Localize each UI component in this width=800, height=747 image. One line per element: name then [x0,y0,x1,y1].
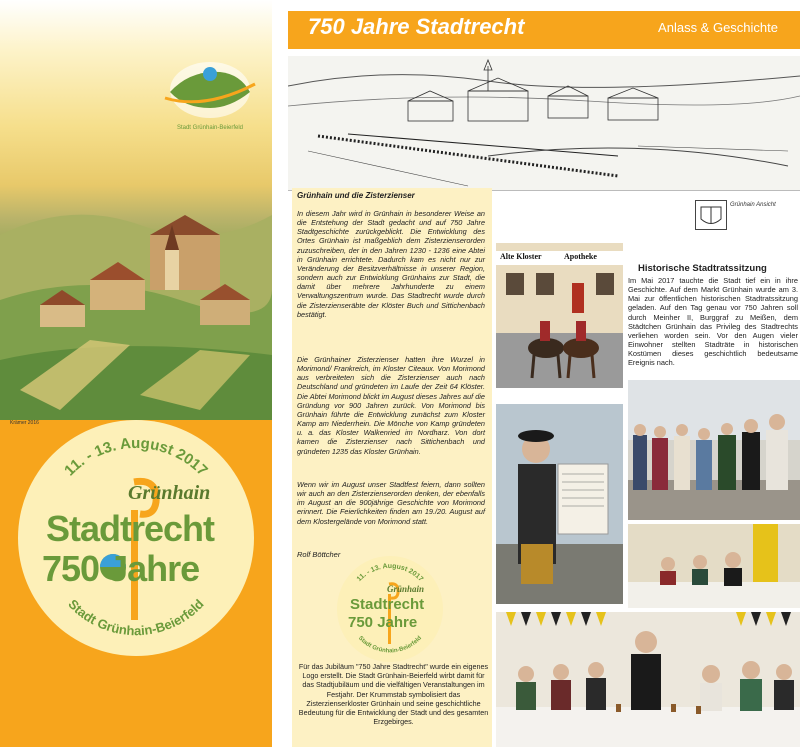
article-paragraph-3: Wenn wir im August unser Stadtfest feiern, dann sollten wir auch an den Zisterzienserorden denken, der ebenfalls im August an die 900jährige Geschichte von Morimond erinnert. Die Feierlichkeiten finden am 19./20. August auf dem Klostergelände von Morimond statt. [297,480,485,526]
shop-sign-left: Alte Kloster [500,252,542,261]
historic-sketch [288,56,800,191]
page-title: 750 Jahre Stadtrecht [308,14,525,39]
speaker-photo-icon [496,404,623,604]
small-jubilee-logo [337,556,443,662]
small-logo-bottom: Stadt Grünhain-Beierfeld [356,635,424,655]
cover-painting [0,0,272,426]
jubilee-logo [18,420,254,656]
crowd-photo-icon [628,380,800,520]
riders-photo-icon [496,243,623,388]
small-logo-line1: Stadtrecht [350,596,425,613]
logo-line2: 750 Jahre [42,548,200,589]
sidebar-text: Im Mai 2017 tauchte die Stadt tief ein in ihre Geschichte. Auf dem Markt Grünhain wurde am 3. Mai zur öffentlichen historischen Stadtratssitzung geladen. Auf den Tag genau vor 750 Jahren soll durch Meinher II, Burggraf zu Meißen, dem Städtchen Grünhain das Privileg des Stadtrechts verliehen worden sein. Vor den Augen vieler Einwohner stellten Stadträte in historischen Kostümen dieses geschichtlich bedeutsame Ereignis nach. [628,276,798,368]
photo-costumed-crowd [628,380,800,520]
article-title: Grünhain und die Zisterzienser [297,191,415,200]
small-logo-dates: 11. - 13. August 2017 [355,562,425,584]
hill-emblem-icon [160,60,260,120]
town-sketch-icon [288,56,800,190]
logo-description: Für das Jubiläum "750 Jahre Stadtrecht" wurde ein eigenes Logo erstellt. Die Stadt Grünhain-Beierfeld wirbt damit für das Stadtjubiläum und die vielfältigen Veranstaltungen im Festjahr. Der Krummstab symbolisiert das Zisterzienserkloster Grünhain und seine geschichtliche Bedeutung für die Entwicklung der Stadt und des gesamten Erzgebirges. [298,662,489,727]
logo-line1: Stadtrecht [46,508,215,549]
logo-dates: 11. - 13. August 2017 [61,434,211,480]
emblem-caption: Stadt Grünhain-Beierfeld [176,125,244,131]
city-emblem [160,60,260,132]
photo-council-session [496,612,800,747]
council-photo-icon [628,524,800,608]
article-author: Rolf Böttcher [297,550,341,559]
logo-bottom-text: Stadt Grünhain-Beierfeld [65,596,207,639]
small-logo-line2: 750 Jahre [348,614,418,631]
painting-credit: Krämer 2016 [10,420,39,426]
article-paragraph-1: In diesem Jahr wird in Grünhain in besonderer Weise an die Entstehung der Stadt gedacht und auf 750 Jahre Stadtgeschichte zurückgeblickt. Die Entwicklung des Ortes Grünhain ist maßgeblich dem Zisterzienserorden zuzuschreiben, der in den Jahren 1230 - 1236 eine Abtei in Grünhain errichtete. Dadurch kam es nicht nur zur Veränderung der Besitzverhältnisse in unserer Region, sondern auch zur Entwicklung Grünhains zur Stadt, die damit über mehrere Jahrhunderte zu einem Verwaltungszentrum wurde. Das Stadtrecht wurde durch die Zisterzienseräbte der Klöster Buch und Sittichenbach bestätigt. [297,209,485,319]
sidebar-title: Historische Stadtratssitzung [638,263,767,274]
photo-riders [496,243,623,388]
shop-sign-right: Apotheke [564,252,597,261]
page-subtitle: Anlass & Geschichte [658,20,778,35]
photo-council-table [628,524,800,608]
session-photo-icon [496,612,800,747]
sketch-inscription: Grünhain Ansicht [730,202,776,208]
cover-panel [0,0,272,747]
city-seal-icon [695,200,727,230]
article-paragraph-2: Die Grünhainer Zisterzienser hatten ihre Wurzel in Morimond/ Frankreich, im Kloster Citeaux. Von Morimond aus verbreiteten sich die Zisterzienser auch nach Deutschland und gründeten im Laufe der Zeit 64 Klöster. Die Abtei Morimond blickt im August dieses Jahres auf die Gründung vor 900 Jahren zurück. Von Morimond bis Grünhain führte die Entwicklung zunächst zum Kloster Kamp am Niederrhein. Die Mönche von Kamp gründeten u. a. das Kloster Walkenried im Nordharz. Von dort kamen die Zisterzienser nach Sittichenbach und gründeten 1235 das Kloster Grünhain. [297,355,485,456]
photo-speaker [496,404,623,604]
logo-brand-top: Grünhain [128,482,211,504]
small-logo-brand: Grünhain [387,584,425,594]
